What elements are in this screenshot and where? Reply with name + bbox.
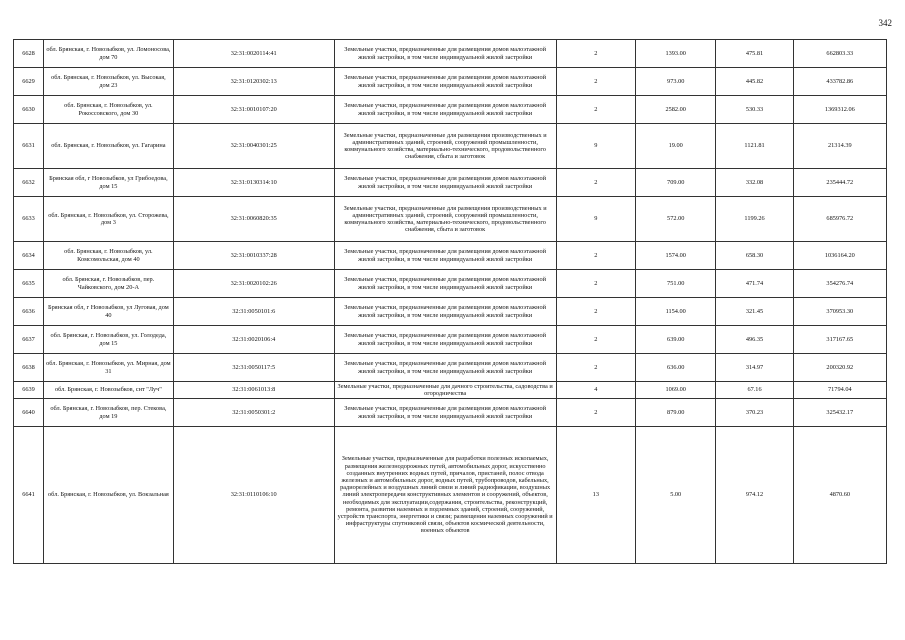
row-number: 6640	[14, 399, 44, 427]
land-use-cell: Земельные участки, предназначенные для дачного строительства, садоводства и огородничества	[334, 382, 556, 399]
use-code-cell: 2	[556, 399, 635, 427]
row-number: 6632	[14, 169, 44, 197]
address-cell: обл. Брянская, г. Новозыбков, пер. Стекова, дом 19	[44, 399, 174, 427]
specific-value-cell: 475.81	[716, 40, 793, 68]
row-number: 6628	[14, 40, 44, 68]
row-number: 6636	[14, 298, 44, 326]
table-row	[14, 124, 887, 169]
address-cell: обл. Брянская, г. Новозыбков, ул. Мирная, дом 31	[44, 354, 174, 382]
cadastral-number-cell: 32:31:0120302:13	[173, 68, 334, 96]
specific-value-cell: 974.12	[716, 427, 793, 564]
row-number: 6631	[14, 124, 44, 169]
cadastral-number-cell: 32:31:0110106:10	[173, 427, 334, 564]
cadastral-number-cell: 32:31:0010337:28	[173, 242, 334, 270]
area-cell: 1393.00	[636, 40, 716, 68]
area-cell: 639.00	[636, 326, 716, 354]
table-row	[14, 242, 887, 270]
row-number: 6633	[14, 197, 44, 242]
cadastral-value-cell: 662803.33	[793, 40, 886, 68]
cadastral-number-cell: 32:31:0061013:8	[173, 382, 334, 399]
cadastral-value-cell: 317167.65	[793, 326, 886, 354]
use-code-cell: 2	[556, 242, 635, 270]
cadastral-number-cell: 32:31:0050101:6	[173, 298, 334, 326]
row-number: 6629	[14, 68, 44, 96]
area-cell: 1154.00	[636, 298, 716, 326]
table-row	[14, 382, 887, 399]
row-number: 6630	[14, 96, 44, 124]
use-code-cell: 2	[556, 96, 635, 124]
cadastral-value-cell: 4870.60	[793, 427, 886, 564]
table-row	[14, 68, 887, 96]
table-row	[14, 427, 887, 564]
page-number: 342	[878, 18, 892, 28]
use-code-cell: 4	[556, 382, 635, 399]
registry-body	[14, 40, 887, 564]
row-number: 6635	[14, 270, 44, 298]
cadastral-number-cell: 32:31:0020102:26	[173, 270, 334, 298]
cadastral-value-cell: 354276.74	[793, 270, 886, 298]
specific-value-cell: 1199.26	[716, 197, 793, 242]
land-use-cell: Земельные участки, предназначенные для размещения домов малоэтажной жилой застройки, в том числе индивидуальной жилой застройки	[334, 270, 556, 298]
address-cell: обл. Брянская, г. Новозыбков, ул. Ломоносова, дом 70	[44, 40, 174, 68]
area-cell: 973.00	[636, 68, 716, 96]
specific-value-cell: 67.16	[716, 382, 793, 399]
specific-value-cell: 445.82	[716, 68, 793, 96]
row-number: 6634	[14, 242, 44, 270]
area-cell: 636.00	[636, 354, 716, 382]
use-code-cell: 2	[556, 40, 635, 68]
address-cell: Брянская обл, г Новозыбков, ул Грибоедова, дом 15	[44, 169, 174, 197]
specific-value-cell: 658.30	[716, 242, 793, 270]
cadastral-value-cell: 21314.39	[793, 124, 886, 169]
cadastral-value-cell: 71794.04	[793, 382, 886, 399]
area-cell: 19.00	[636, 124, 716, 169]
use-code-cell: 9	[556, 124, 635, 169]
table-row	[14, 270, 887, 298]
cadastral-number-cell: 32:31:0040301:25	[173, 124, 334, 169]
cadastral-value-cell: 1369312.06	[793, 96, 886, 124]
row-number: 6638	[14, 354, 44, 382]
address-cell: обл. Брянская, г. Новозыбков, пер. Чайковского, дом 20-А	[44, 270, 174, 298]
cadastral-number-cell: 32:31:0010107:20	[173, 96, 334, 124]
use-code-cell: 13	[556, 427, 635, 564]
cadastral-number-cell: 32:31:0050301:2	[173, 399, 334, 427]
cadastral-value-cell: 433782.86	[793, 68, 886, 96]
table-row	[14, 96, 887, 124]
specific-value-cell: 370.23	[716, 399, 793, 427]
table-row	[14, 326, 887, 354]
table-row	[14, 354, 887, 382]
row-number: 6639	[14, 382, 44, 399]
use-code-cell: 2	[556, 354, 635, 382]
use-code-cell: 2	[556, 270, 635, 298]
address-cell: обл. Брянская, г. Новозыбков, ул. Гагарина	[44, 124, 174, 169]
specific-value-cell: 496.35	[716, 326, 793, 354]
row-number: 6641	[14, 427, 44, 564]
cadastral-value-cell: 1036164.20	[793, 242, 886, 270]
land-use-cell: Земельные участки, предназначенные для размещения домов малоэтажной жилой застройки, в том числе индивидуальной жилой застройки	[334, 354, 556, 382]
specific-value-cell: 530.33	[716, 96, 793, 124]
land-use-cell: Земельные участки, предназначенные для размещения домов малоэтажной жилой застройки, в том числе индивидуальной жилой застройки	[334, 169, 556, 197]
cadastral-value-cell: 235444.72	[793, 169, 886, 197]
address-cell: обл. Брянская, г. Новозыбков, ул. Вокзальная	[44, 427, 174, 564]
area-cell: 1069.00	[636, 382, 716, 399]
land-use-cell: Земельные участки, предназначенные для размещения домов малоэтажной жилой застройки, в том числе индивидуальной жилой застройки	[334, 68, 556, 96]
area-cell: 879.00	[636, 399, 716, 427]
land-use-cell: Земельные участки, предназначенные для размещения домов малоэтажной жилой застройки, в том числе индивидуальной жилой застройки	[334, 242, 556, 270]
land-use-cell: Земельные участки, предназначенные для размещения производственных и административных зданий, строений, сооружений промышленности, коммунального хозяйства, материально-технического, продовольственного снабжения, сбыта и заготовок	[334, 124, 556, 169]
address-cell: обл. Брянская, г. Новозыбков, ул. Высокая, дом 23	[44, 68, 174, 96]
land-use-cell: Земельные участки, предназначенные для размещения домов малоэтажной жилой застройки, в том числе индивидуальной жилой застройки	[334, 326, 556, 354]
land-use-cell: Земельные участки, предназначенные для размещения домов малоэтажной жилой застройки, в том числе индивидуальной жилой застройки	[334, 399, 556, 427]
land-registry-table	[13, 39, 887, 564]
cadastral-value-cell: 685976.72	[793, 197, 886, 242]
land-use-cell: Земельные участки, предназначенные для разработки полезных ископаемых, размещения железнодорожных путей, автомобильных дорог, искусственно созданных внутренних водных путей, причалов, пристаней, полос отвода железных и автомобильных дорог, водных путей, трубопроводов, кабельных, радиорелейных и воздушных линий связи и линий радиофикации, воздушных линий электропередачи конструктивных элементов и сооружений, объектов, необходимых для эксплуатации,содержания, строительства, реконструкций, ремонта, развития наземных и подземных зданий, строений, сооружений, устройств транспорта, энергетики и связи; размещения наземных сооружений и инфраструктуры спутниковой связи, объектов космической деятельности, военных объектов	[334, 427, 556, 564]
address-cell: обл. Брянская, г. Новозыбков, ул. Голодеда, дом 15	[44, 326, 174, 354]
area-cell: 751.00	[636, 270, 716, 298]
cadastral-number-cell: 32:31:0130314:10	[173, 169, 334, 197]
specific-value-cell: 321.45	[716, 298, 793, 326]
use-code-cell: 2	[556, 326, 635, 354]
cadastral-value-cell: 370953.30	[793, 298, 886, 326]
cadastral-value-cell: 325432.17	[793, 399, 886, 427]
use-code-cell: 2	[556, 68, 635, 96]
cadastral-number-cell: 32:31:0020106:4	[173, 326, 334, 354]
specific-value-cell: 1121.81	[716, 124, 793, 169]
specific-value-cell: 314.97	[716, 354, 793, 382]
area-cell: 1574.00	[636, 242, 716, 270]
land-use-cell: Земельные участки, предназначенные для размещения домов малоэтажной жилой застройки, в том числе индивидуальной жилой застройки	[334, 298, 556, 326]
address-cell: Брянская обл, г Новозыбков, ул Луговая, дом 40	[44, 298, 174, 326]
address-cell: обл. Брянская, г. Новозыбков, ул. Рокоссовского, дом 30	[44, 96, 174, 124]
address-cell: обл. Брянская, г. Новозыбков, снт "Луч"	[44, 382, 174, 399]
cadastral-number-cell: 32:31:0020114:41	[173, 40, 334, 68]
cadastral-number-cell: 32:31:0060820:35	[173, 197, 334, 242]
table-row	[14, 399, 887, 427]
table-row	[14, 40, 887, 68]
table-row	[14, 298, 887, 326]
specific-value-cell: 471.74	[716, 270, 793, 298]
specific-value-cell: 332.08	[716, 169, 793, 197]
land-use-cell: Земельные участки, предназначенные для размещения домов малоэтажной жилой застройки, в том числе индивидуальной жилой застройки	[334, 96, 556, 124]
area-cell: 572.00	[636, 197, 716, 242]
use-code-cell: 2	[556, 169, 635, 197]
use-code-cell: 9	[556, 197, 635, 242]
land-use-cell: Земельные участки, предназначенные для размещения домов малоэтажной жилой застройки, в том числе индивидуальной жилой застройки	[334, 40, 556, 68]
cadastral-value-cell: 200320.92	[793, 354, 886, 382]
row-number: 6637	[14, 326, 44, 354]
use-code-cell: 2	[556, 298, 635, 326]
table-row	[14, 197, 887, 242]
land-use-cell: Земельные участки, предназначенные для размещения производственных и административных зданий, строений, сооружений промышленности, коммунального хозяйства, материально-технического, продовольственного снабжения, сбыта и заготовок	[334, 197, 556, 242]
address-cell: обл. Брянская, г. Новозыбков, ул. Сторожева, дом 3	[44, 197, 174, 242]
address-cell: обл. Брянская, г. Новозыбков, ул. Комсомольская, дом 40	[44, 242, 174, 270]
area-cell: 5.00	[636, 427, 716, 564]
area-cell: 709.00	[636, 169, 716, 197]
cadastral-number-cell: 32:31:0050117:5	[173, 354, 334, 382]
area-cell: 2582.00	[636, 96, 716, 124]
table-row	[14, 169, 887, 197]
